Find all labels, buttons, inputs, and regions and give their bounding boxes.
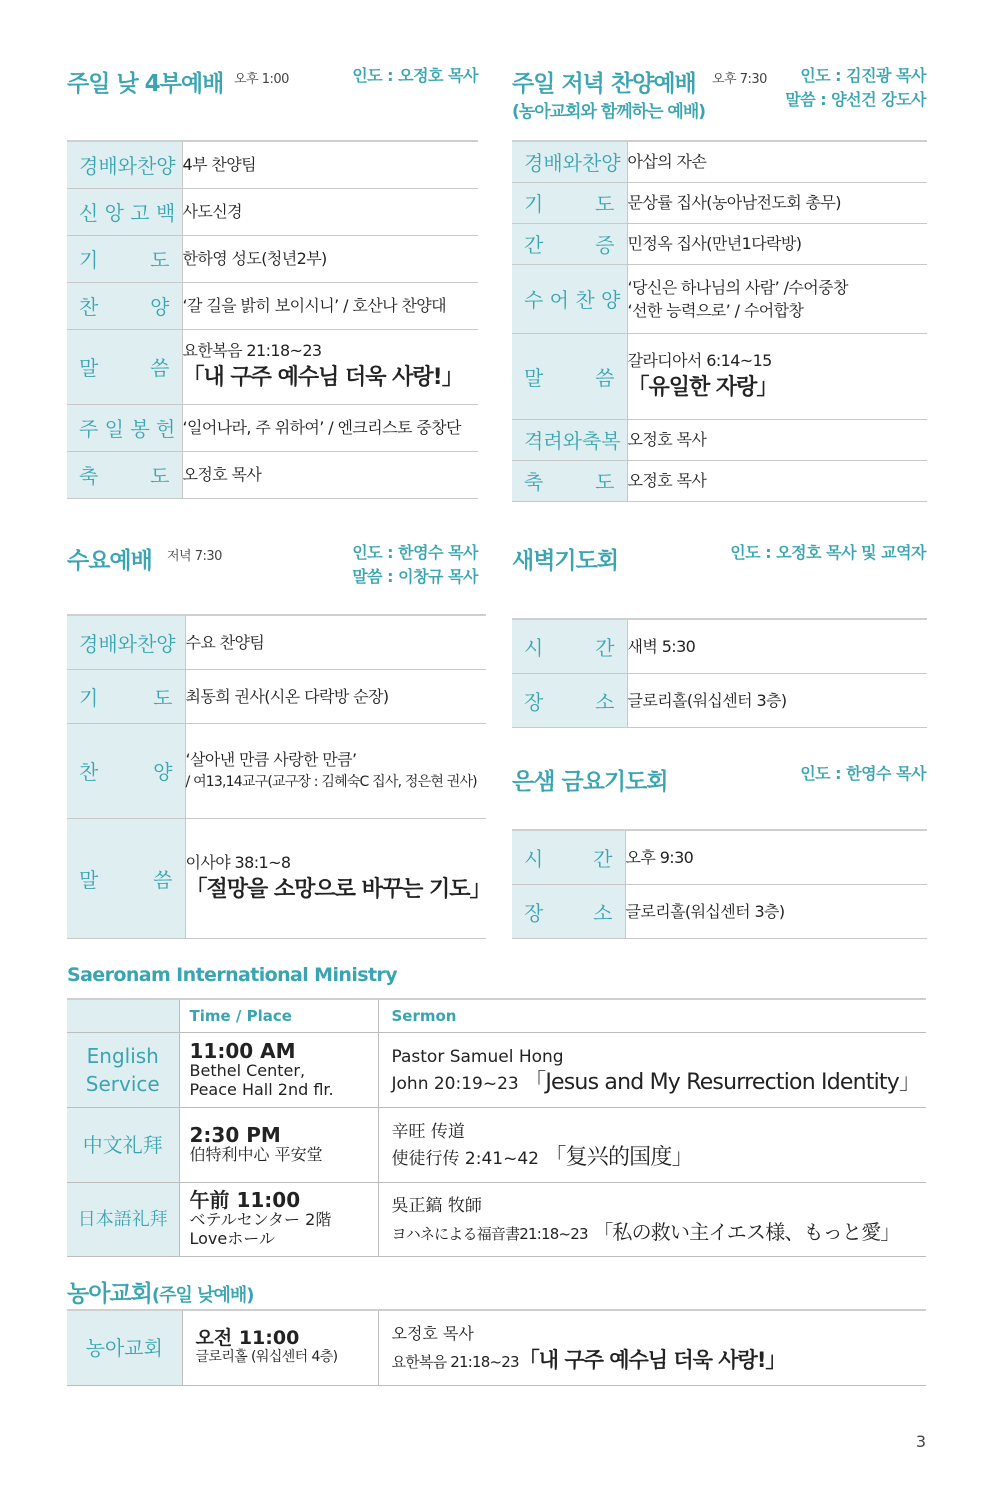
table-row (512, 419, 927, 460)
sermon-reference: 使徒行传 2:41~42 (391, 1148, 539, 1169)
table-row (512, 264, 927, 333)
friday-prayer-leader: 인도 : 한영수 목사 (800, 764, 926, 783)
speaker: 吳正鎬 牧師 (391, 1195, 482, 1216)
row-value: 글로리홀(워십센터 3층) (627, 673, 927, 727)
table-row (67, 615, 486, 669)
row-value: 사도신경 (182, 188, 478, 235)
row-label-spread: 축 도 (524, 470, 615, 494)
row-label-spread: 시 간 (524, 846, 613, 871)
table-row (67, 1108, 926, 1183)
row-value: 문상률 집사(농아남전도회 총무) (627, 182, 927, 223)
table-row (512, 460, 927, 501)
row-label-spread: 시 간 (524, 635, 615, 660)
row-label-spread: 찬 양 (79, 760, 173, 784)
service-place-line: 伯特利中心 平安堂 (189, 1145, 323, 1164)
sunday4-title: 주일 낮 4부예배 (67, 71, 224, 97)
row-value: ‘갈 길을 밝히 보이시니’ / 호산나 찬양대 (182, 282, 478, 329)
leader-line: 인도 : 한영수 목사 (352, 543, 478, 562)
header-sermon: Sermon (378, 999, 926, 1033)
sunday-evening-table (512, 140, 927, 502)
row-label: 수 어 찬 양 (524, 288, 621, 312)
sermon-reference: John 20:19~23 (391, 1073, 519, 1094)
deaf-church-heading (67, 1275, 254, 1308)
dawn-prayer-leader: 인도 : 오정호 목사 및 교역자 (730, 543, 926, 562)
sermon-title: 「Jesus and My Resurrection Identity」 (524, 1069, 921, 1095)
row-value-line: ‘선한 능력으로’ / 수어합창 (627, 300, 804, 320)
english-service-label-line1: English (86, 1044, 159, 1068)
row-label-spread: 말 씀 (79, 867, 173, 892)
friday-prayer-table (512, 829, 927, 939)
row-label: 신 앙 고 백 (79, 201, 176, 225)
row-label-spread: 말 씀 (79, 356, 170, 380)
row-value-line: ‘살아낸 만큼 사랑한 만큼’ (185, 749, 357, 769)
row-label: 격려와축복 (524, 429, 621, 453)
sunday-evening-time: 오후 7:30 (712, 72, 767, 87)
wednesday-table (67, 614, 491, 939)
sermon-title: 「私の救い主イエス様、もっと愛」 (593, 1219, 900, 1244)
table-row (67, 1183, 926, 1257)
table-row (67, 1310, 926, 1385)
speaker: 오정호 목사 (391, 1323, 474, 1343)
row-value: 민정옥 집사(만년1다락방) (627, 223, 927, 264)
row-value: 아삽의 자손 (627, 141, 927, 182)
deaf-church-title: 농아교회 (67, 1281, 152, 1307)
row-value: 글로리홀(워십센터 3층) (625, 884, 927, 938)
sunday4-table (67, 140, 478, 499)
deaf-church-label: 농아교회 (67, 1310, 182, 1385)
service-time: 午前 11:00 (189, 1188, 301, 1212)
friday-prayer-title: 은샘 금요기도회 (512, 769, 668, 795)
table-row (512, 223, 927, 264)
sermon-reference: ヨハネによる福音書21:18~23 (391, 1224, 588, 1243)
row-label-spread: 장 소 (524, 900, 613, 925)
table-row (512, 673, 927, 727)
row-value: 수요 찬양팀 (185, 615, 486, 669)
table-row (67, 669, 486, 723)
row-value: 새벽 5:30 (627, 619, 927, 673)
row-label-spread: 축 도 (79, 464, 170, 488)
ministry-title: Saeronam International Ministry (67, 964, 397, 986)
preacher-line: 말씀 : 이창규 목사 (352, 567, 478, 586)
table-row (67, 235, 478, 282)
sermon-reference: 요한복음 21:18~23 (182, 341, 322, 360)
row-value-line: / 여13,14교구(교구장 : 김혜숙C 집사, 정은현 권사) (185, 773, 477, 790)
sermon-reference: 갈라디아서 6:14~15 (627, 350, 772, 370)
row-value: ‘일어나라, 주 위하여’ / 엔크리스토 중창단 (182, 404, 478, 451)
row-label-spread: 기 도 (79, 248, 170, 272)
table-row (512, 141, 927, 182)
row-label-spread: 기 도 (79, 685, 173, 710)
service-time: 오전 11:00 (195, 1326, 300, 1349)
preacher-line: 말씀 : 양선건 강도사 (785, 90, 926, 109)
row-value: 오정호 목사 (627, 460, 927, 501)
service-time: 2:30 PM (189, 1123, 281, 1147)
leader-line: 인도 : 김진광 목사 (800, 66, 926, 85)
row-label: 경배와찬양 (79, 154, 176, 179)
table-row (512, 884, 927, 938)
deaf-church-title-paren: (주일 낮예배) (151, 1285, 254, 1306)
row-label-spread: 기 도 (524, 192, 615, 216)
sermon-title: 「유일한 자랑」 (627, 374, 778, 400)
sermon-reference: 이사야 38:1~8 (185, 852, 291, 872)
ministry-table (67, 998, 926, 1257)
row-label: 경배와찬양 (524, 151, 621, 176)
table-header-row (67, 999, 926, 1033)
sermon-title: 「내 구주 예수님 더욱 사랑!」 (182, 365, 463, 390)
japanese-service-label: 日本語礼拜 (77, 1208, 168, 1230)
header-time-place: Time / Place (179, 999, 378, 1033)
row-label-spread: 간 증 (524, 233, 615, 257)
service-place: 글로리홀 (워십센터 4층) (195, 1348, 338, 1365)
sunday-evening-subtitle: (농아교회와 함께하는 예배) (512, 102, 706, 122)
sunday-evening-leader (785, 64, 926, 112)
table-row (67, 329, 478, 404)
wednesday-time: 저녁 7:30 (167, 549, 222, 564)
speaker: 辛旺 传道 (391, 1121, 465, 1142)
table-row (67, 188, 478, 235)
speaker: Pastor Samuel Hong (391, 1046, 564, 1067)
wednesday-leader (352, 541, 478, 589)
sermon-reference: 요한복음 21:18~23 (391, 1352, 519, 1371)
english-service-label-line2: Service (85, 1072, 160, 1096)
row-value: 4부 찬양팀 (182, 141, 478, 188)
row-value: 오후 9:30 (625, 830, 927, 884)
row-label-spread: 말 씀 (524, 365, 615, 390)
service-time: 11:00 AM (189, 1038, 296, 1063)
row-value: 오정호 목사 (182, 451, 478, 498)
row-value: 한하영 성도(청년2부) (182, 235, 478, 282)
table-row (512, 619, 927, 673)
sunday4-leader: 인도 : 오정호 목사 (352, 66, 478, 85)
row-label-spread: 장 소 (524, 689, 615, 714)
sunday-evening-title: 주일 저녁 찬양예배 (512, 71, 696, 97)
row-value: 최동희 권사(시온 다락방 순장) (185, 669, 486, 723)
table-row (512, 182, 927, 223)
row-label-spread: 찬 양 (79, 295, 170, 319)
deaf-church-table (67, 1309, 926, 1386)
page-number: 3 (915, 1432, 926, 1451)
dawn-prayer-table (512, 618, 927, 728)
table-row (512, 333, 927, 419)
table-row (512, 830, 927, 884)
table-row (67, 141, 478, 188)
service-place-line: Peace Hall 2nd flr. (189, 1079, 334, 1099)
service-place-line: ベテルセンター 2階 (189, 1210, 332, 1229)
table-row (67, 282, 478, 329)
sunday4-time: 오후 1:00 (234, 72, 289, 87)
table-row (67, 404, 478, 451)
dawn-prayer-title: 새벽기도회 (512, 548, 619, 574)
wednesday-title: 수요예배 (67, 548, 152, 574)
sermon-title: 「复兴的国度」 (544, 1144, 693, 1170)
sermon-title: 「절망을 소망으로 바꾸는 기도」 (185, 876, 491, 902)
service-place-line: Bethel Center, (189, 1060, 306, 1080)
table-row (67, 451, 478, 498)
row-value: 오정호 목사 (627, 419, 927, 460)
row-value-line: ‘당신은 하나님의 사람’ /수어중창 (627, 277, 848, 297)
chinese-service-label: 中文礼拜 (82, 1133, 163, 1157)
table-row (67, 818, 486, 938)
table-row (67, 723, 486, 818)
sermon-title: 「내 구주 예수님 더욱 사랑!」 (518, 1347, 786, 1372)
service-place-line: Loveホール (189, 1229, 275, 1248)
row-label: 주 일 봉 헌 (79, 417, 176, 441)
row-label: 경배와찬양 (79, 631, 176, 656)
table-row (67, 1033, 926, 1108)
